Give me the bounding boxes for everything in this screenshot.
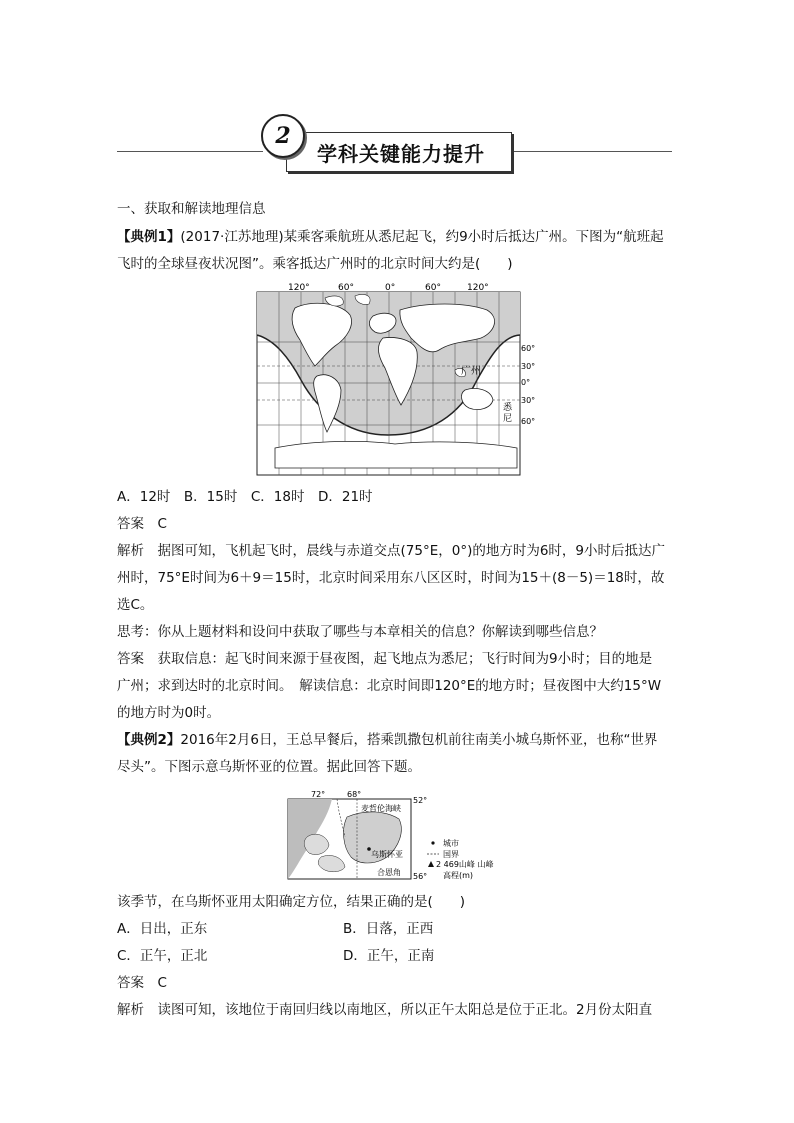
example2-option-d: D．正午，正南 — [343, 948, 435, 964]
world-day-night-map — [255, 280, 545, 480]
cape-label: 合恩角 — [377, 868, 401, 877]
lat-label-3: 0° — [521, 378, 531, 387]
city-guangzhou-label: 广州 — [461, 366, 481, 377]
city-sydney-label-2: 尼 — [503, 414, 513, 424]
city-sydney-label-1: 悉 — [503, 403, 513, 413]
strait-label: 麦哲伦海峡 — [361, 804, 401, 813]
example2-line1: 【典例2】2016年2月6日，王总早餐后，搭乘凯撒包机前往南美小城乌斯怀亚，也称“世界 — [117, 732, 658, 748]
lat-label-2: 30° — [521, 362, 536, 371]
legend-peak: 2 469山峰 山峰 — [436, 860, 494, 869]
lat-label-4: 30° — [521, 396, 536, 405]
ushuaia-lat-label-2: 56° — [413, 872, 428, 881]
example1-analysis-line3: 选C。 — [117, 597, 154, 613]
example1-analysis-line2: 州时，75°E时间为6＋9＝15时，北京时间采用东八区区时，时间为15＋(8－5)＝18时，故 — [117, 570, 665, 586]
example1-analysis-line1: 解析 据图可知，飞机起飞时，晨线与赤道交点(75°E，0°)的地方时为6时，9小时后抵达广 — [117, 543, 666, 559]
example2-option-b: B．日落，正西 — [343, 921, 434, 937]
ushuaia-lat-label-1: 52° — [413, 796, 428, 805]
think-answer-line3: 的地方时为0时。 — [117, 705, 221, 721]
legend-peak-icon — [428, 861, 434, 867]
example2-question: 该季节，在乌斯怀亚用太阳确定方位，结果正确的是( ) — [117, 894, 466, 910]
example1-answer: 答案 C — [117, 516, 167, 532]
answer-value: C — [157, 516, 167, 532]
lon-label-4: 60° — [425, 283, 441, 293]
example2-line2: 尽头”。下图示意乌斯怀亚的位置。据此回答下题。 — [117, 759, 421, 775]
legend-city-symbol — [431, 841, 434, 844]
example2-answer: 答案 C — [117, 975, 167, 991]
legend-border: 国界 — [443, 850, 459, 859]
think-question: 思考：你从上题材料和设问中获取了哪些与本章相关的信息？你解读到哪些信息？ — [117, 624, 603, 640]
example2-analysis-line1: 解析 读图可知，该地位于南回归线以南地区，所以正午太阳总是位于正北。2月份太阳直 — [117, 1002, 653, 1018]
example1-options: A．12时 B．15时 C．18时 D．21时 — [117, 489, 373, 505]
ushuaia-lon-label-1: 72° — [311, 790, 326, 799]
lon-label-5: 120° — [467, 283, 489, 293]
header-rule-right — [512, 151, 672, 152]
page-title: 学科关键能力提升 — [317, 142, 485, 166]
city-label: 乌斯怀亚 — [371, 850, 403, 859]
example1-line1 — [117, 227, 664, 247]
example1-tag: 【典例1】 — [117, 229, 181, 245]
example2-option-a: A．日出，正东 — [117, 921, 208, 937]
think-answer-line2: 广州；求到达时的北京时间。 解读信息：北京时间即120°E的地方时；昼夜图中大约15°W — [117, 678, 662, 694]
legend-city: 城市 — [443, 839, 459, 848]
example1-line2: 飞时的全球昼夜状况图”。乘客抵达广州时的北京时间大约是( ) — [117, 256, 513, 272]
lon-label-1: 120° — [288, 283, 310, 293]
lat-label-5: 60° — [521, 417, 536, 426]
section-heading: 一、获取和解读地理信息 — [117, 201, 266, 217]
think-answer-line1: 答案 获取信息：起飞时间来源于昼夜图，起飞地点为悉尼；飞行时间为9小时；目的地是 — [117, 651, 653, 667]
lat-label-1: 60° — [521, 344, 536, 353]
lon-label-3: 0° — [385, 283, 396, 293]
ushuaia-lon-label-2: 68° — [347, 790, 362, 799]
section-number-badge: 2 — [261, 114, 305, 158]
header-rule-left — [117, 151, 263, 152]
answer-value-2: C — [157, 975, 167, 991]
ushuaia-location-map — [287, 787, 527, 887]
example2-tag: 【典例2】 — [117, 732, 181, 748]
section-banner — [286, 132, 512, 172]
example1-text1: (2017·江苏地理)某乘客乘航班从悉尼起飞，约9小时后抵达广州。下图为“航班起 — [180, 229, 664, 245]
example2-option-c: C．正午，正北 — [117, 948, 208, 964]
lon-label-2: 60° — [338, 283, 354, 293]
legend-elevation: 高程(m) — [443, 871, 474, 880]
